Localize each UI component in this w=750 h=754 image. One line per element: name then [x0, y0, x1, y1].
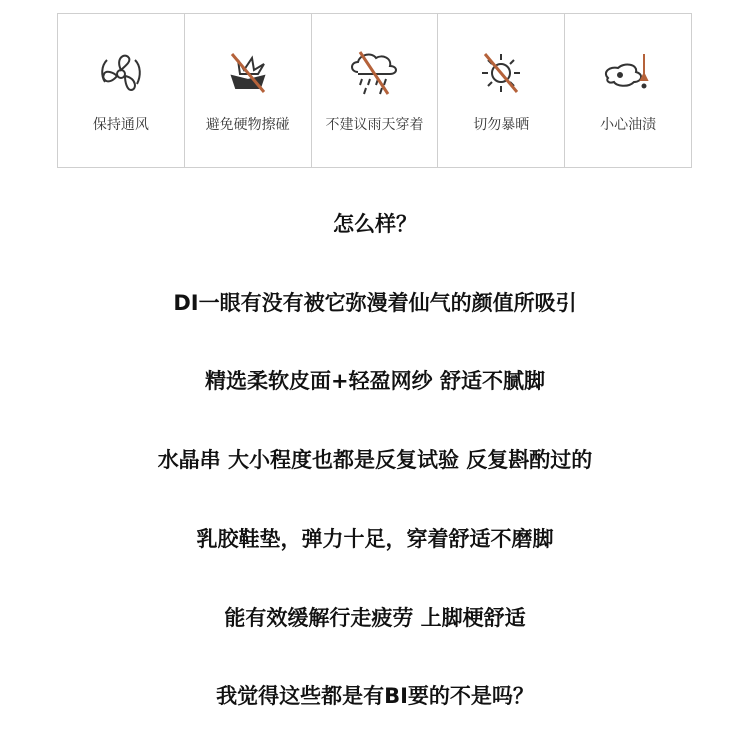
text-line-6: 能有效缓解行走疲劳 上脚梗舒适: [224, 606, 526, 630]
oil-stain-icon: [598, 48, 658, 98]
fan-icon: [91, 48, 151, 98]
care-label: 切勿暴晒: [473, 117, 530, 133]
care-item-avoid-hard-objects: [184, 14, 311, 167]
care-label: 避免硬物擦碰: [205, 117, 290, 133]
care-label: 保持通风: [92, 117, 149, 133]
text-line-4: 水晶串 大小程度也都是反复试验 反复斟酌过的: [157, 448, 593, 472]
text-line-1: 怎么样？: [333, 212, 417, 236]
care-item-no-rain: [311, 14, 438, 167]
care-label: 小心油渍: [600, 117, 657, 133]
care-item-oil-stain: [564, 14, 691, 167]
text-line-2: DI一眼有没有被它弥漫着仙气的颜值所吸引: [173, 291, 577, 315]
no-rain-icon: [344, 48, 404, 98]
no-impact-icon: [218, 48, 278, 98]
care-label: 不建议雨天穿着: [325, 117, 424, 133]
text-line-7: 我觉得这些都是有BI要的不是吗？: [216, 684, 534, 708]
care-item-ventilation: [58, 14, 184, 167]
care-instructions-strip: [57, 13, 692, 168]
care-item-no-sun: [437, 14, 564, 167]
no-sun-icon: [471, 48, 531, 98]
text-line-3: 精选柔软皮面+轻盈网纱 舒适不腻脚: [205, 369, 545, 393]
text-line-5: 乳胶鞋垫，弹力十足，穿着舒适不磨脚: [196, 527, 554, 551]
